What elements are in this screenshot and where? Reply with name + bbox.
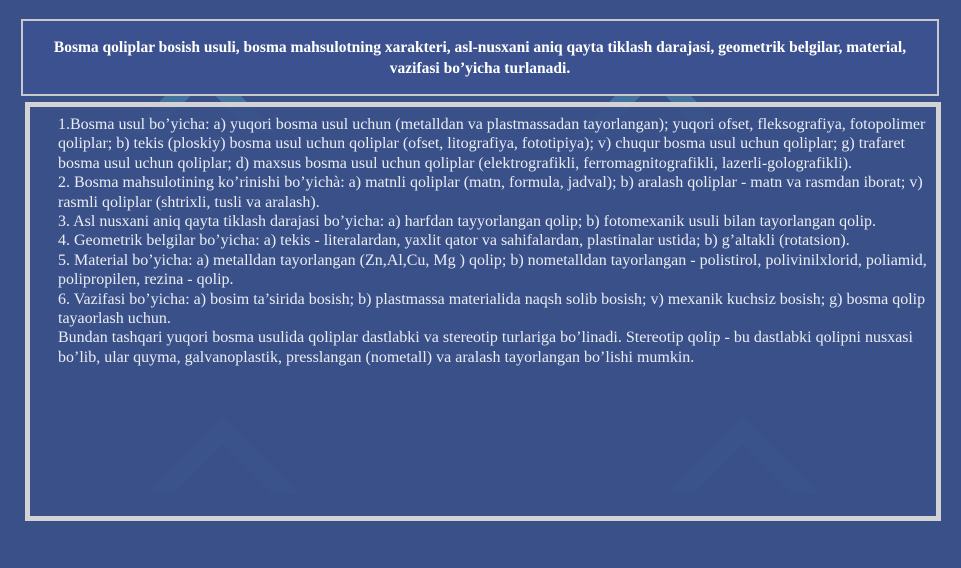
paragraph-7: Bundan tashqari yuqori bosma usulida qoliplar dastlabki va stereotip turlariga bo’linadi. Stereotip qolip - bu dastlabki qolipni nusxasi bo’lib, ular quyma, galvanoplastik, presslangan (nometall) va aralash tayorlangan bo’lishi mumkin. [58,329,913,366]
paragraph-1: 1.Bosma usul bo’yicha: a) yuqori bosma usul uchun (metalldan va plastmassadan tayorlangan); yuqori ofset, fleksografiya, fotopolimer qoliplar; b) tekis (ploskiy) bosma usul uchun qoliplar (ofset, litografiya, fototipiya); v) chuqur bosma usul uchun qoliplar; g) trafaret bosma usul uchun qoliplar; d) maxsus bosma usul uchun qoliplar (elektrografikli, ferromagnitografikli, lazerli-golografikli). [58,116,926,172]
paragraph-4: 4. Geometrik belgilar bo’yicha: a) tekis - literalardan, yaxlit qator va sahifalardan, plastinalar ustida; b) g’altakli (rotatsion). [58,232,850,250]
slide-title: Bosma qoliplar bosish usuli, bosma mahsulotning xarakteri, asl-nusxani aniq qayta tiklash darajasi, geometrik belgilar, material, vazifasi bo’yicha turlanadi. [53,38,907,77]
slide-title-box [21,19,939,96]
slide-content-box [25,102,941,521]
slide-body [58,115,930,367]
paragraph-2: 2. Bosma mahsulotining ko’rinishi bo’yichà: a) matnli qoliplar (matn, formula, jadval); b) aralash qoliplar - matn va rasmdan iborat; v) rasmli qoliplar (shtrixli, tusli va aralash). [58,174,923,211]
paragraph-3: 3. Asl nusxani aniq qayta tiklash darajasi bo’yicha: a) harfdan tayyorlangan qolip; b) fotomexanik usuli bilan tayorlangan qolip. [58,213,877,231]
paragraph-5: 5. Material bo’yicha: a) metalldan tayorlangan (Zn,Al,Cu, Mg ) qolip; b) nometalldan tayorlangan - polistirol, polivinilxlorid, poliamid, polipropilen, rezina - qolip. [58,251,927,289]
paragraph-6: 6. Vazifasi bo’yicha: a) bosim ta’sirida bosish; b) plastmassa materialida naqsh solib bosish; v) mexanik kuchsiz bosish; g) bosma qolip tayaorlash uchun. [58,290,926,328]
